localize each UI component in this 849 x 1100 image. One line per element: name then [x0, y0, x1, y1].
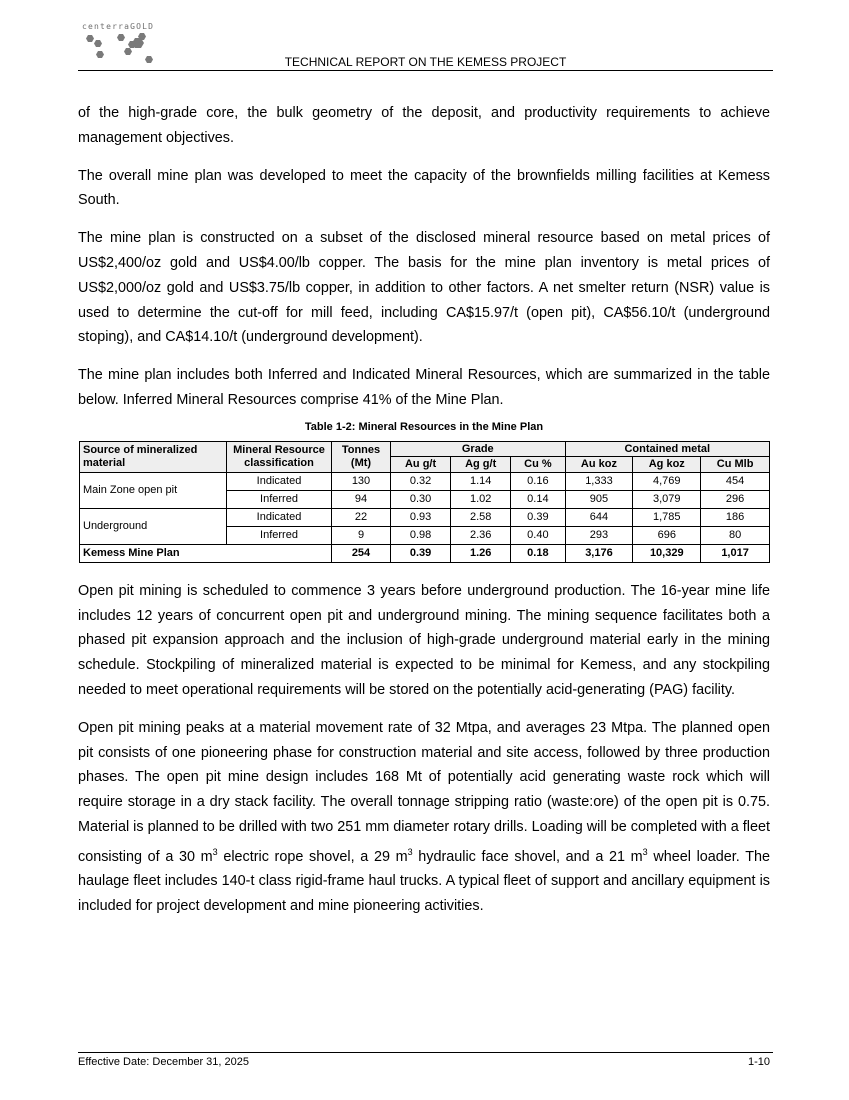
paragraph: of the high-grade core, the bulk geometry of the deposit, and productivity requirements to achieve management objectives.	[78, 105, 770, 146]
table-cell: Indicated	[227, 508, 332, 526]
table-cell: 1.02	[451, 490, 511, 508]
table-cell: 0.16	[511, 472, 565, 490]
table-cell: 0.39	[391, 544, 451, 562]
paragraph-text: Open pit mining peaks at a material movement rate of 32 Mtpa, and averages 23 Mtpa. The planned open pit consists of one pioneering phase for construction material and site access, followed by three production phases. The open pit mine design includes 168 Mt of potentially acid generating waste rock which will require storage in a dry stack facility. The overall tonnage stripping ratio (waste:ore) of the open pit is 0.75. Material is planned to be drilled with two 251 mm diameter rotary drills. Loading will be completed with a fleet consisting of a 30 m	[78, 719, 770, 865]
footer-page-number: 1-10	[747, 1056, 770, 1068]
table-cell: 9	[332, 526, 391, 544]
header-cu-mlb: Cu Mlb	[701, 457, 770, 473]
table-cell: 0.14	[511, 490, 565, 508]
table-cell: 1.14	[451, 472, 511, 490]
table-cell: 3,176	[565, 544, 633, 562]
header-tonnes: Tonnes (Mt)	[332, 441, 391, 472]
header-ag-koz: Ag koz	[633, 457, 701, 473]
table-cell: 4,769	[633, 472, 701, 490]
header-cu-pct: Cu %	[511, 457, 565, 473]
table-cell: 1,785	[633, 508, 701, 526]
superscript: 3	[407, 846, 413, 857]
table-cell: 0.39	[511, 508, 565, 526]
logo-wordmark: centerraGOLD	[82, 22, 155, 31]
table-caption: Table 1-2: Mineral Resources in the Mine Plan	[304, 420, 544, 433]
header-au-gt: Au g/t	[391, 457, 451, 473]
header-grade: Grade	[391, 441, 566, 457]
table-cell: 22	[332, 508, 391, 526]
table-cell: 2.36	[451, 526, 511, 544]
table-cell: Inferred	[227, 526, 332, 544]
table-cell: 0.93	[391, 508, 451, 526]
footer-divider	[78, 1052, 773, 1053]
table-cell: 1,017	[701, 544, 770, 562]
paragraph: Open pit mining is scheduled to commence 3 years before underground production. The 16-year mine life includes 12 years of concurrent open pit and underground mining. The mining sequence facilitates both a phased pit expansion approach and the inclusion of high-grade underground material early in the mining schedule. Stockpiling of mineralized material is expected to be minimal for Kemess, and any stockpiling needed to meet operational requirements will be stored on the potentially acid-generating (PAG) facility.	[78, 582, 770, 698]
table-cell: 644	[565, 508, 633, 526]
table-cell: 296	[701, 490, 770, 508]
table-cell: 94	[332, 490, 391, 508]
table-cell: Indicated	[227, 472, 332, 490]
table-cell: 0.40	[511, 526, 565, 544]
page-body	[78, 101, 770, 932]
table-row	[80, 508, 770, 526]
table-cell: 293	[565, 526, 633, 544]
paragraph	[78, 716, 770, 919]
total-label: Kemess Mine Plan	[80, 544, 332, 562]
table-cell: 905	[565, 490, 633, 508]
table-cell: 0.30	[391, 490, 451, 508]
table-cell: 80	[701, 526, 770, 544]
table-cell: 1.26	[451, 544, 511, 562]
mineral-resources-table	[79, 441, 770, 563]
table-cell: 0.18	[511, 544, 565, 562]
superscript: 3	[642, 846, 648, 857]
header-ag-gt: Ag g/t	[451, 457, 511, 473]
table-total-row	[80, 544, 770, 562]
table-cell: 254	[332, 544, 391, 562]
source-cell: Underground	[80, 508, 227, 544]
paragraph-text: wheel loader. The haulage fleet includes 140-t class rigid-frame haul trucks. A typical fleet of support and ancillary equipment is included for project development and mine pioneering activities.	[78, 848, 770, 915]
table-cell: 0.98	[391, 526, 451, 544]
paragraph: The mine plan is constructed on a subset of the disclosed mineral resource based on metal prices of US$2,400/oz gold and US$4.00/lb copper. The basis for the mine plan inventory is metal prices of US$2,000/oz gold and US$3.75/lb copper, in addition to other factors. A net smelter return (NSR) value is used to determine the cut-off for mill feed, including CA$15.97/t (open pit), CA$56.10/t (underground stoping), and CA$14.10/t (underground development).	[78, 230, 770, 346]
report-header-title: TECHNICAL REPORT ON THE KEMESS PROJECT	[284, 55, 567, 69]
table-cell: 454	[701, 472, 770, 490]
header-divider	[78, 70, 773, 71]
paragraph-text: electric rope shovel, a 29 m	[217, 848, 408, 865]
header-au-koz: Au koz	[565, 457, 633, 473]
source-cell: Main Zone open pit	[80, 472, 227, 508]
header-source: Source of mineralized material	[80, 441, 227, 472]
table-cell: 0.32	[391, 472, 451, 490]
paragraph-text: hydraulic face shovel, and a 21 m	[412, 848, 643, 865]
header-contained-metal: Contained metal	[565, 441, 769, 457]
table-cell: 130	[332, 472, 391, 490]
table-cell: 2.58	[451, 508, 511, 526]
table-cell: 3,079	[633, 490, 701, 508]
paragraph: The overall mine plan was developed to meet the capacity of the brownfields milling facilities at Kemess South.	[78, 167, 770, 209]
table-cell: 1,333	[565, 472, 633, 490]
paragraph: The mine plan includes both Inferred and Indicated Mineral Resources, which are summarized in the table below. Inferred Mineral Resources comprise 41% of the Mine Plan.	[78, 367, 770, 408]
table-cell: 10,329	[633, 544, 701, 562]
table-cell: 186	[701, 508, 770, 526]
header-classification: Mineral Resource classification	[227, 441, 332, 472]
table-cell: 696	[633, 526, 701, 544]
superscript: 3	[212, 846, 218, 857]
table-row	[80, 472, 770, 490]
footer-effective-date: Effective Date: December 31, 2025	[78, 1056, 250, 1068]
table-cell: Inferred	[227, 490, 332, 508]
